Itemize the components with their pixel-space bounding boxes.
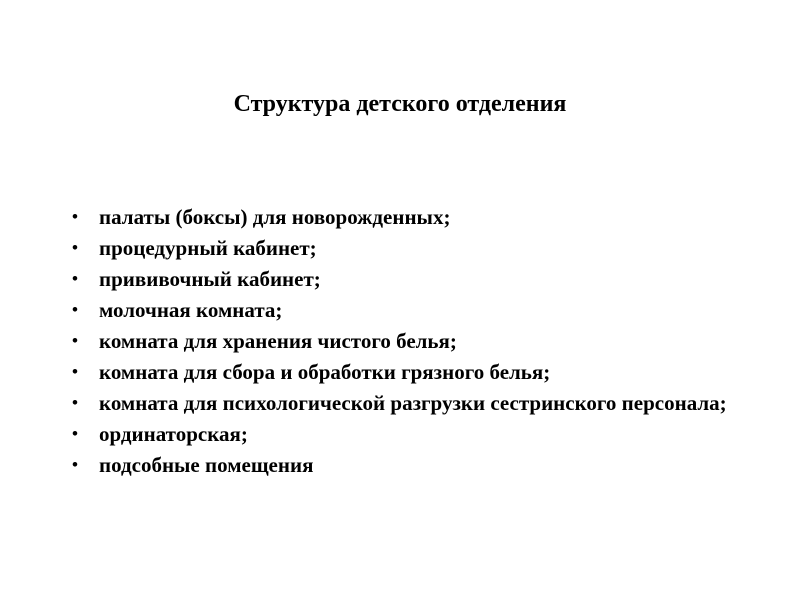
list-item-text: молочная комната; xyxy=(99,298,283,322)
bullet-icon: • xyxy=(72,300,78,319)
bullet-icon: • xyxy=(72,455,78,474)
list-item-text: комната для сбора и обработки грязного белья; xyxy=(99,360,551,384)
list-item-text: подсобные помещения xyxy=(99,453,314,477)
slide-title: Структура детского отделения xyxy=(233,91,567,117)
list-item xyxy=(72,453,752,477)
list-item xyxy=(72,422,752,446)
bullet-icon: • xyxy=(72,269,78,288)
bullet-icon: • xyxy=(72,393,78,412)
list-item-text: ординаторская; xyxy=(99,422,248,446)
list-item xyxy=(72,329,752,353)
bullet-icon: • xyxy=(72,331,78,350)
bullet-icon: • xyxy=(72,207,78,226)
list-item-text: процедурный кабинет; xyxy=(99,236,317,260)
list-item-text: комната для психологической разгрузки сестринского персонала; xyxy=(99,391,727,415)
list-item xyxy=(72,267,752,291)
list-item xyxy=(72,360,752,384)
list-item xyxy=(72,298,752,322)
bullet-icon: • xyxy=(72,424,78,443)
list-item xyxy=(72,205,752,229)
list-item-text: прививочный кабинет; xyxy=(99,267,321,291)
bullet-icon: • xyxy=(72,362,78,381)
bullet-icon: • xyxy=(72,238,78,257)
list-item xyxy=(72,391,752,415)
list-item-text: палаты (боксы) для новорожденных; xyxy=(99,205,451,229)
list-item xyxy=(72,236,752,260)
bullet-list xyxy=(72,205,752,484)
list-item-text: комната для хранения чистого белья; xyxy=(99,329,457,353)
